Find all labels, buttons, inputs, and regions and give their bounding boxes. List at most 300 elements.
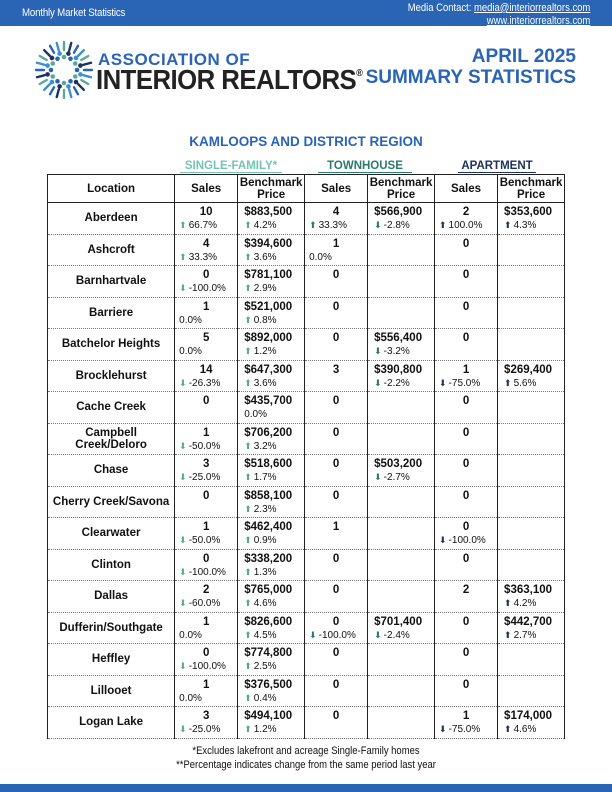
arrow-down-icon: ⬇ [309, 629, 317, 640]
th-sales-cell [305, 266, 368, 298]
sf-price-change [238, 535, 304, 546]
sf-price-value: $394,600 [244, 237, 293, 250]
sf-sales-change [175, 378, 237, 389]
arrow-down-icon: ⬇ [179, 535, 187, 545]
arrow-down-icon: ⬇ [439, 377, 447, 388]
ap-price-cell [498, 423, 565, 455]
ap-price-change-text: 4.6% [513, 724, 537, 735]
ap-price-change [498, 220, 564, 231]
th-price-value: $566,900 [374, 206, 423, 218]
ap-price-change [498, 724, 564, 735]
sf-price-value: $521,000 [244, 300, 293, 313]
ap-price-change [498, 598, 564, 609]
th-sales-value: 0 [332, 395, 340, 407]
ap-price-cell [498, 581, 565, 613]
ap-sales-cell [435, 423, 498, 455]
sf-price-cell [238, 612, 305, 644]
header-left-text: Monthly Market Statistics [22, 7, 126, 19]
arrow-up-icon: ⬆ [309, 220, 317, 230]
ap-sales-value: 0 [462, 300, 470, 313]
ap-price-cell [498, 644, 565, 676]
sf-sales-value: 2 [202, 584, 210, 596]
sf-sales-change-text: -25.0% [188, 724, 221, 735]
sf-sales-value: 14 [199, 363, 213, 376]
arrow-down-icon: ⬇ [374, 220, 382, 230]
ap-sales-cell [435, 392, 498, 424]
sf-price-change [238, 346, 304, 357]
arrow-up-icon: ⬆ [244, 220, 252, 230]
ap-sales-value: 0 [462, 615, 470, 628]
arrow-down-icon: ⬇ [374, 472, 382, 482]
ap-sales-cell [435, 329, 498, 361]
location-name: Campbell Creek/Deloro [48, 423, 175, 455]
ap-sales-value: 0 [462, 489, 470, 502]
sf-sales-value: 0 [202, 552, 210, 565]
ap-sales-change-text: 100.0% [448, 220, 483, 231]
arrow-down-icon: ⬇ [179, 472, 187, 482]
th-price-cell [368, 234, 435, 266]
th-price-cell [368, 392, 435, 424]
sf-sales-change-text: 0.0% [179, 314, 202, 326]
sf-sales-cell [175, 644, 238, 676]
ap-sales-cell [435, 486, 498, 518]
th-sales-cell [305, 329, 368, 361]
th-sales-value: 0 [332, 678, 340, 691]
th-price-cell [368, 644, 435, 676]
ap-price-cell [498, 392, 565, 424]
ap-sales-change [435, 378, 497, 389]
th-price-cell [368, 581, 435, 613]
arrow-up-icon: ⬆ [244, 535, 252, 545]
sf-price-change-text: 0.4% [253, 692, 277, 704]
sf-sales-change [175, 693, 237, 704]
col-ap-sales: Sales [435, 175, 498, 203]
arrow-down-icon: ⬇ [179, 440, 187, 451]
sf-sales-change [175, 630, 237, 641]
arrow-up-icon: ⬆ [179, 251, 187, 262]
sf-sales-change-text: -100.0% [188, 283, 226, 294]
sf-sales-cell [175, 392, 238, 424]
sf-sales-change-text: -100.0% [188, 661, 226, 672]
sf-sales-change [175, 661, 237, 672]
table-row [48, 581, 565, 613]
sf-price-change [238, 472, 304, 483]
table-row [48, 234, 565, 266]
sf-price-cell [238, 581, 305, 613]
ap-sales-cell [435, 644, 498, 676]
th-price-change [368, 472, 434, 483]
th-sales-value: 0 [332, 584, 340, 596]
ap-sales-cell [435, 360, 498, 392]
location-name: Barriere [48, 297, 175, 329]
sf-price-value: $435,700 [244, 395, 293, 407]
bottom-banner [0, 784, 612, 792]
group-single-family: SINGLE-FAMILY* [180, 160, 282, 173]
arrow-up-icon: ⬆ [244, 346, 252, 356]
th-price-cell [368, 612, 435, 644]
arrow-down-icon: ⬇ [179, 377, 187, 388]
sf-price-cell [238, 329, 305, 361]
th-price-change [368, 378, 434, 389]
ap-sales-cell [435, 549, 498, 581]
sf-price-value: $858,100 [244, 489, 293, 502]
th-price-cell [368, 203, 435, 235]
th-price-change-text: -3.2% [383, 346, 410, 357]
ap-price-value: $174,000 [504, 710, 553, 722]
sf-price-value: $774,800 [244, 647, 293, 659]
table-row [48, 486, 565, 518]
location-name: Cherry Creek/Savona [48, 486, 175, 518]
th-sales-value: 0 [332, 269, 340, 281]
title-summary: SUMMARY STATISTICS [365, 67, 576, 88]
th-sales-cell [305, 612, 368, 644]
sf-price-cell [238, 549, 305, 581]
sf-sales-value: 3 [202, 710, 210, 722]
sf-sales-change [175, 472, 237, 483]
ap-price-value: $363,100 [504, 584, 553, 596]
ap-sales-cell [435, 203, 498, 235]
sf-price-change [238, 661, 304, 672]
th-price-cell [368, 360, 435, 392]
sf-price-cell [238, 486, 305, 518]
th-sales-cell [305, 581, 368, 613]
sf-price-value: $376,500 [244, 678, 293, 691]
ap-price-cell [498, 518, 565, 550]
location-name: Clearwater [48, 518, 175, 550]
sf-price-change-text: 2.9% [253, 283, 277, 294]
th-sales-value: 1 [332, 237, 340, 250]
group-apartment: APARTMENT [458, 160, 536, 173]
sf-sales-cell [175, 581, 238, 613]
sf-price-change [238, 220, 304, 231]
table-row [48, 549, 565, 581]
sf-price-change [238, 598, 304, 609]
sf-price-value: $826,600 [244, 615, 293, 628]
sf-price-cell [238, 455, 305, 487]
arrow-down-icon: ⬇ [179, 724, 187, 734]
arrow-up-icon: ⬆ [504, 598, 512, 608]
sf-sales-cell [175, 234, 238, 266]
th-price-change [368, 630, 434, 641]
table-row [48, 266, 565, 298]
location-name: Cache Creek [48, 392, 175, 424]
location-name: Heffley [48, 644, 175, 676]
sf-sales-cell [175, 423, 238, 455]
th-sales-cell [305, 423, 368, 455]
arrow-down-icon: ⬇ [439, 535, 447, 545]
arrow-up-icon: ⬆ [244, 598, 252, 608]
sf-sales-change-text: -100.0% [188, 566, 226, 578]
sf-price-cell [238, 266, 305, 298]
sf-price-change-text: 1.7% [253, 472, 277, 483]
th-price-cell [368, 486, 435, 518]
ap-sales-change [435, 535, 497, 546]
sf-price-cell [238, 392, 305, 424]
region-heading: KAMLOOPS AND DISTRICT REGION [189, 134, 423, 149]
ap-sales-value: 0 [462, 647, 470, 659]
arrow-up-icon: ⬆ [504, 629, 512, 640]
ap-sales-change-text: -75.0% [448, 724, 481, 735]
col-ap-price-l2: Price [516, 188, 546, 201]
col-th-price [368, 175, 435, 203]
sf-price-change [238, 441, 304, 452]
sf-price-cell [238, 644, 305, 676]
location-name: Barnhartvale [48, 266, 175, 298]
th-price-value: $390,800 [374, 363, 423, 376]
sf-price-change-text: 1.3% [253, 566, 277, 578]
th-sales-value: 0 [332, 332, 340, 344]
th-price-cell [368, 266, 435, 298]
th-price-value: $556,400 [374, 332, 423, 344]
location-name: Dufferin/Southgate [48, 612, 175, 644]
th-sales-cell [305, 644, 368, 676]
sf-price-cell [238, 707, 305, 739]
sf-sales-value: 1 [202, 615, 210, 628]
sf-price-change-text: 2.5% [253, 661, 277, 672]
ap-price-cell [498, 234, 565, 266]
ap-price-change [498, 630, 564, 641]
th-price-change-text: -2.4% [383, 629, 410, 641]
th-sales-change-text: 0.0% [309, 251, 332, 263]
th-price-value: $503,200 [374, 458, 423, 470]
sf-sales-value: 0 [202, 489, 210, 502]
sf-price-change-text: 0.9% [253, 535, 277, 546]
th-price-change-text: -2.8% [383, 220, 410, 231]
sf-sales-change [175, 220, 237, 231]
sf-sales-cell [175, 297, 238, 329]
arrow-up-icon: ⬆ [244, 440, 252, 451]
property-type-groups [0, 160, 612, 174]
ap-price-value: $442,700 [504, 615, 553, 628]
th-sales-value: 0 [332, 710, 340, 722]
location-name: Batchelor Heights [48, 329, 175, 361]
th-sales-change [305, 630, 367, 641]
sf-price-change-text: 3.6% [253, 251, 277, 263]
ap-sales-value: 2 [462, 206, 470, 218]
location-name: Clinton [48, 549, 175, 581]
sf-sales-change-text: -60.0% [188, 598, 221, 609]
arrow-up-icon: ⬆ [504, 220, 512, 230]
th-sales-change [305, 252, 367, 263]
table-row [48, 455, 565, 487]
sf-price-cell [238, 423, 305, 455]
ap-price-cell [498, 455, 565, 487]
website-link[interactable]: www.interiorrealtors.com [486, 15, 590, 27]
ap-sales-value: 0 [462, 458, 470, 470]
sf-sales-change [175, 283, 237, 294]
sf-sales-change-text: 33.3% [188, 251, 218, 263]
arrow-up-icon: ⬆ [244, 503, 252, 514]
sf-sales-value: 0 [202, 647, 210, 659]
th-sales-cell [305, 203, 368, 235]
document-title [366, 46, 576, 88]
table-header-row [48, 175, 565, 203]
ap-price-cell [498, 675, 565, 707]
th-sales-change-text: -100.0% [318, 629, 356, 641]
sf-sales-value: 1 [202, 426, 210, 439]
ap-sales-value: 0 [462, 237, 470, 250]
media-contact-label: Media Contact: [407, 2, 472, 14]
sf-price-cell [238, 234, 305, 266]
sf-price-change [238, 252, 304, 263]
sf-sales-cell [175, 203, 238, 235]
ap-sales-value: 0 [462, 395, 470, 407]
arrow-up-icon: ⬆ [179, 220, 187, 230]
sf-sales-value: 0 [202, 395, 210, 407]
th-sales-cell [305, 392, 368, 424]
arrow-down-icon: ⬇ [374, 629, 382, 640]
arrow-up-icon: ⬆ [244, 283, 252, 293]
col-sf-sales: Sales [175, 175, 238, 203]
arrow-up-icon: ⬆ [504, 377, 512, 388]
location-name: Chase [48, 455, 175, 487]
sf-sales-value: 4 [202, 237, 210, 250]
sf-price-value: $462,400 [244, 521, 293, 533]
sf-sales-cell [175, 329, 238, 361]
sf-price-change [238, 693, 304, 704]
ap-sales-cell [435, 612, 498, 644]
th-price-cell [368, 549, 435, 581]
table-row [48, 644, 565, 676]
table-row [48, 203, 565, 235]
col-sf-price-l1: Benchmark [239, 176, 303, 189]
ap-sales-change [435, 220, 497, 231]
ap-sales-cell [435, 707, 498, 739]
table-row [48, 675, 565, 707]
ap-price-change-text: 2.7% [513, 629, 537, 641]
sf-price-change-text: 1.2% [253, 724, 277, 735]
arrow-down-icon: ⬇ [439, 724, 447, 734]
ap-price-change-text: 4.2% [513, 598, 537, 609]
sf-sales-change-text: -25.0% [188, 472, 221, 483]
th-sales-value: 4 [332, 206, 340, 218]
sf-sales-value: 3 [202, 458, 210, 470]
footnote-2: **Percentage indicates change from the same period last year [176, 759, 436, 771]
sf-sales-value: 1 [202, 300, 210, 313]
ap-sales-cell [435, 297, 498, 329]
sf-sales-change-text: 66.7% [188, 220, 218, 231]
sf-price-change-text: 0.0% [244, 409, 267, 420]
th-sales-cell [305, 486, 368, 518]
sf-sales-change-text: -50.0% [188, 535, 221, 546]
location-name: Ashcroft [48, 234, 175, 266]
sf-price-cell [238, 360, 305, 392]
ap-sales-value: 1 [462, 710, 470, 722]
arrow-up-icon: ⬆ [244, 629, 252, 640]
location-name: Dallas [48, 581, 175, 613]
th-sales-value: 0 [332, 552, 340, 565]
th-sales-value: 0 [332, 615, 340, 628]
sf-price-value: $765,000 [244, 584, 293, 596]
table-row [48, 518, 565, 550]
sf-price-value: $781,100 [244, 269, 293, 281]
ap-sales-cell [435, 234, 498, 266]
col-location: Location [48, 175, 175, 203]
sf-price-change-text: 0.8% [253, 314, 277, 326]
ap-price-change-text: 4.3% [513, 220, 537, 231]
media-email-link[interactable]: media@interiorrealtors.com [473, 2, 590, 14]
ap-sales-cell [435, 266, 498, 298]
ap-price-cell [498, 297, 565, 329]
th-price-change [368, 346, 434, 357]
sf-sales-cell [175, 549, 238, 581]
arrow-up-icon: ⬆ [244, 472, 252, 482]
sf-sales-change-text: 0.0% [179, 629, 202, 641]
th-price-cell [368, 518, 435, 550]
sf-price-change [238, 567, 304, 578]
th-sales-change-text: 33.3% [318, 220, 347, 231]
sf-sales-value: 0 [202, 269, 210, 281]
ap-sales-value: 0 [462, 521, 470, 533]
sf-sales-change-text: -26.3% [188, 377, 221, 389]
th-price-cell [368, 423, 435, 455]
org-name-line1: ASSOCIATION OF [98, 50, 251, 69]
sf-price-value: $883,500 [244, 206, 293, 218]
sf-sales-value: 5 [202, 332, 210, 344]
th-price-change [368, 220, 434, 231]
org-name-text: INTERIOR REALTORS [96, 64, 357, 95]
sf-price-change [238, 378, 304, 389]
sf-sales-value: 10 [199, 206, 213, 218]
arrow-up-icon: ⬆ [244, 314, 252, 325]
th-price-cell [368, 707, 435, 739]
col-ap-price [498, 175, 565, 203]
ap-price-value: $269,400 [504, 363, 553, 376]
arrow-down-icon: ⬇ [179, 283, 187, 293]
th-sales-value: 0 [332, 426, 340, 439]
th-price-cell [368, 675, 435, 707]
sf-price-change [238, 283, 304, 294]
ap-sales-cell [435, 518, 498, 550]
ap-price-cell [498, 266, 565, 298]
location-name: Brocklehurst [48, 360, 175, 392]
arrow-up-icon: ⬆ [244, 724, 252, 734]
ap-price-value: $353,600 [504, 206, 553, 218]
sf-price-value: $706,200 [244, 426, 293, 439]
title-month: APRIL 2025 [471, 46, 576, 67]
arrow-down-icon: ⬇ [179, 598, 187, 608]
arrow-down-icon: ⬇ [179, 661, 187, 671]
ap-price-cell [498, 203, 565, 235]
arrow-down-icon: ⬇ [374, 377, 382, 388]
arrow-up-icon: ⬆ [244, 692, 252, 703]
table-row [48, 612, 565, 644]
arrow-up-icon: ⬆ [439, 220, 447, 230]
sf-price-cell [238, 675, 305, 707]
th-price-cell [368, 329, 435, 361]
sf-sales-change-text: 0.0% [179, 346, 202, 357]
th-sales-cell [305, 297, 368, 329]
col-th-price-l2: Price [386, 188, 416, 201]
ap-sales-change-text: -100.0% [448, 535, 486, 546]
th-sales-cell [305, 360, 368, 392]
th-sales-value: 3 [332, 363, 340, 376]
table-row [48, 707, 565, 739]
sf-sales-change-text: -50.0% [188, 440, 221, 452]
sf-sales-cell [175, 707, 238, 739]
media-contact [407, 2, 590, 28]
sf-sales-cell [175, 266, 238, 298]
th-sales-cell [305, 707, 368, 739]
sf-sales-change [175, 346, 237, 357]
arrow-down-icon: ⬇ [179, 566, 187, 577]
th-sales-cell [305, 455, 368, 487]
sf-price-value: $338,200 [244, 552, 293, 565]
table-row [48, 423, 565, 455]
sf-price-change-text: 4.2% [253, 220, 277, 231]
th-sales-value: 0 [332, 300, 340, 313]
sf-price-value: $518,600 [244, 458, 293, 470]
